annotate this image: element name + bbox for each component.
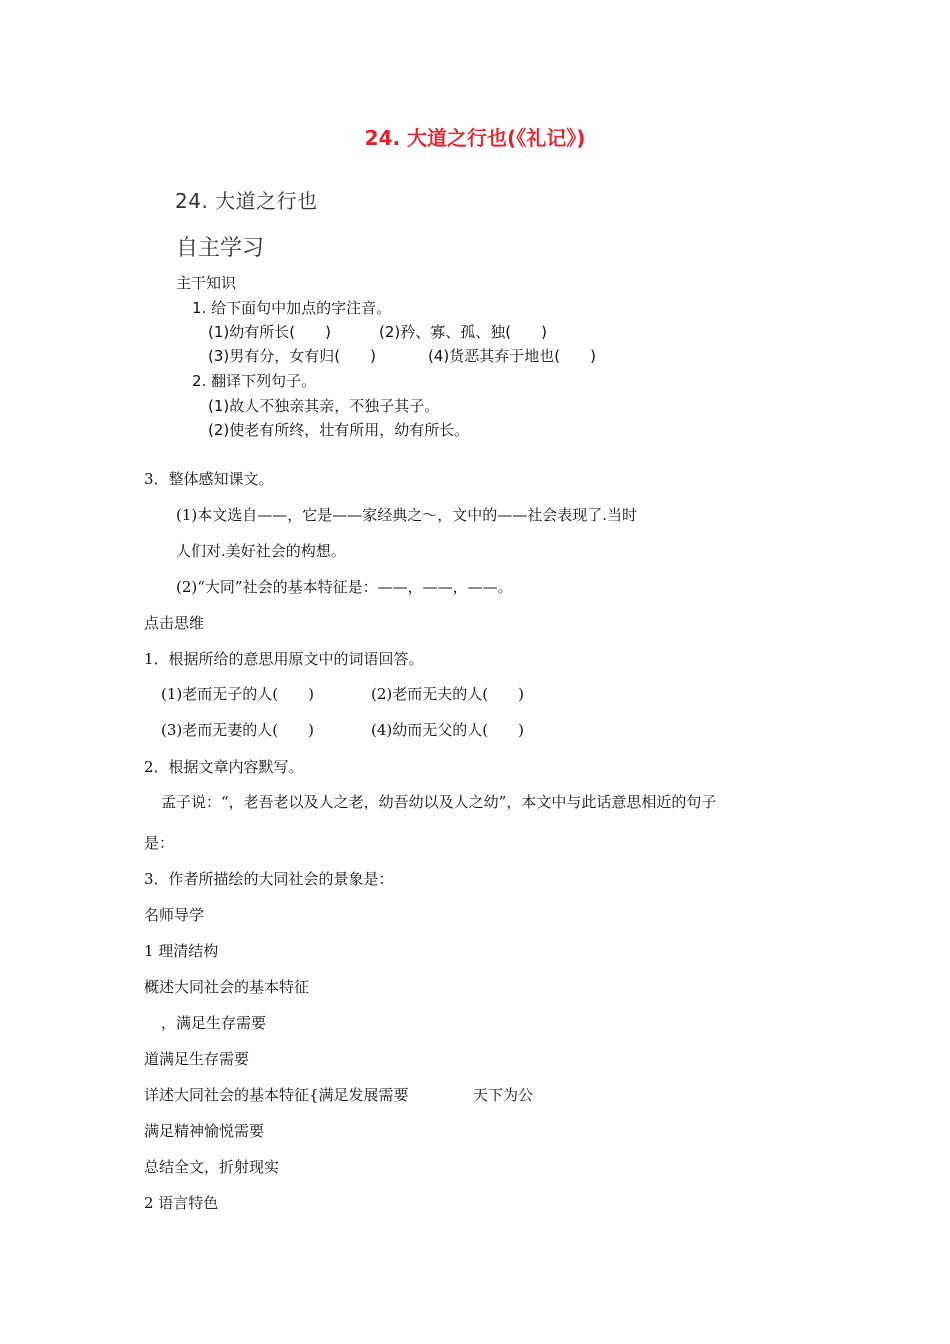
q1-item-4: (4)货恶其弃于地也( ) [428, 347, 596, 365]
guide-line-4b: 天下为公 [473, 1086, 534, 1104]
guide-item-2: 2 语言特色 [144, 1194, 219, 1212]
t1-item-4: (4)幼而无父的人( ) [371, 721, 524, 739]
t1-item-3: (3)老而无妻的人( ) [161, 721, 314, 739]
section-heading: 24. 大道之行也 [175, 189, 318, 213]
q1-item-3: (3)男有分，女有归( ) [208, 347, 376, 365]
thinking-q3: 3．作者所描绘的大同社会的景象是： [144, 870, 394, 888]
guide-line-4a: 详述大同社会的基本特征{满足发展需要 [144, 1086, 409, 1104]
q3-line-1: (1)本文选自——，它是——家经典之～，文中的——社会表现了.当时 [176, 506, 638, 524]
q1-item-1: (1)幼有所长( ) [208, 323, 331, 341]
question-2: 2. 翻译下列句子。 [192, 372, 317, 390]
question-3: 3．整体感知课文。 [144, 470, 274, 488]
q3-line-3: (2)“大同”社会的基本特征是：——，——，——。 [176, 578, 513, 596]
guide-line-1: 概述大同社会的基本特征 [144, 978, 310, 996]
question-1: 1. 给下面句中加点的字注音。 [192, 299, 392, 317]
guide-item-1: 1 理清结构 [144, 942, 219, 960]
q3-line-2: 人们对.美好社会的构想。 [176, 542, 346, 560]
t1-item-1: (1)老而无子的人( ) [161, 685, 314, 703]
t2-line-1: 孟子说：“，老吾老以及人之老，幼吾幼以及人之幼”，本文中与此话意思相近的句子 [161, 793, 717, 811]
q2-item-1: (1)故人不独亲其亲，不独子其子。 [208, 397, 440, 415]
thinking-label: 点击思维 [144, 614, 205, 632]
section-label: 主干知识 [176, 274, 237, 292]
guide-line-5: 满足精神愉悦需要 [144, 1122, 265, 1140]
q2-item-2: (2)使老有所终，壮有所用，幼有所长。 [208, 421, 470, 439]
thinking-q1: 1．根据所给的意思用原文中的词语回答。 [144, 650, 424, 668]
guide-line-3: 道满足生存需要 [144, 1050, 250, 1068]
guide-label: 名师导学 [144, 906, 205, 924]
thinking-q2: 2．根据文章内容默写。 [144, 758, 304, 776]
t1-item-2: (2)老而无夫的人( ) [371, 685, 524, 703]
q1-item-2: (2)矜、寡、孤、独( ) [379, 323, 547, 341]
t2-line-2: 是： [144, 834, 175, 852]
document-title: 24. 大道之行也(《礼记》) [364, 126, 586, 150]
guide-line-2: ，满足生存需要 [161, 1014, 267, 1032]
guide-line-6: 总结全文，折射现实 [144, 1158, 280, 1176]
section-subheading: 自主学习 [176, 236, 265, 261]
